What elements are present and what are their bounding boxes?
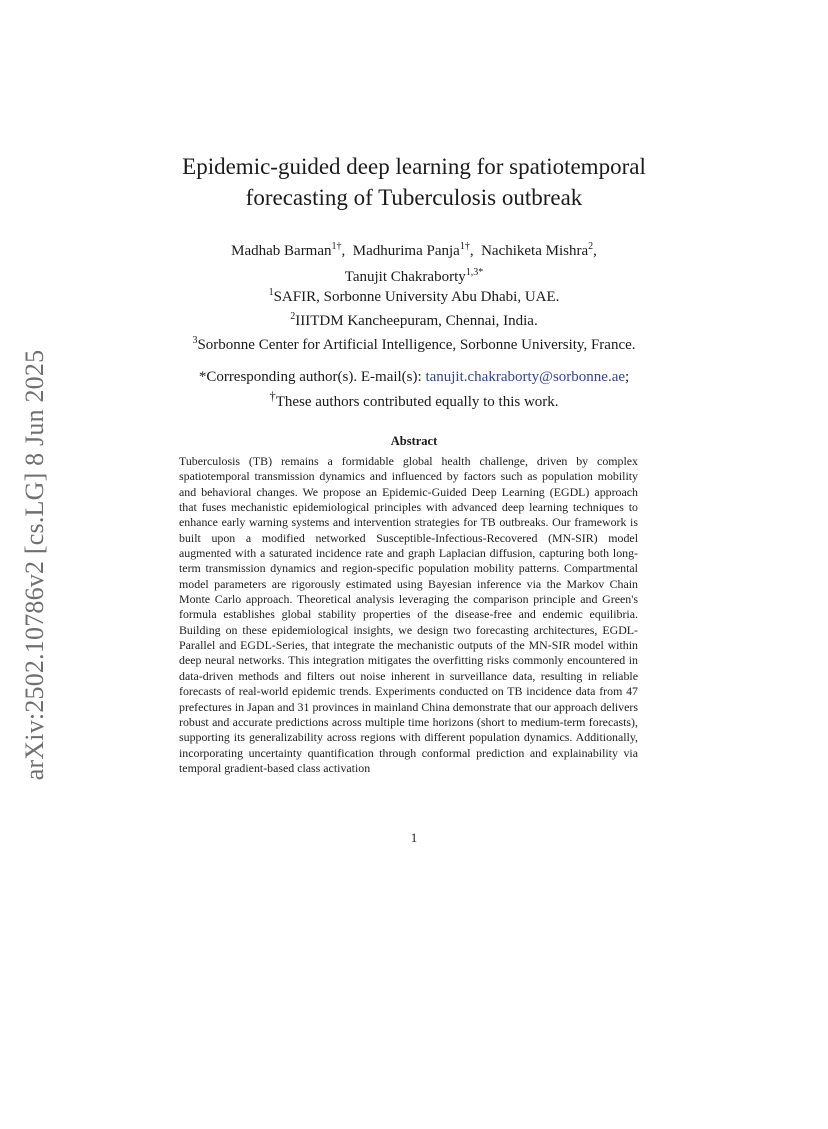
affiliation-item	[0, 307, 828, 331]
affiliation-mark: 2	[290, 311, 296, 322]
correspondence-suffix: ;	[625, 369, 630, 385]
title-line-2: forecasting of Tuberculosis outbreak	[245, 185, 583, 210]
author-affiliation-mark: 1†	[331, 241, 342, 252]
email-link[interactable]: tanujit.chakraborty@sorbonne.ae	[425, 369, 626, 385]
equal-contribution-text: These authors contributed equally to this work.	[275, 394, 559, 410]
title-line-1: Epidemic-guided deep learning for spatiotemporal	[182, 154, 646, 179]
author-name: Tanujit Chakraborty	[344, 269, 466, 285]
correspondence-prefix: *Corresponding author(s). E-mail(s):	[198, 369, 426, 385]
author-name: Nachiketa Mishra	[481, 243, 589, 259]
author-list	[0, 236, 828, 288]
affiliation-text: SAFIR, Sorbonne University Abu Dhabi, UAE.	[273, 289, 560, 305]
page-number: 1	[410, 831, 418, 845]
affiliation-text: IIITDM Kancheepuram, Chennai, India.	[295, 313, 538, 329]
paper-title	[0, 151, 828, 213]
affiliation-list	[0, 283, 828, 355]
affiliation-item	[0, 283, 828, 307]
equal-contribution-mark: †	[269, 389, 276, 403]
correspondence-note	[0, 368, 828, 412]
affiliation-text: Sorbonne Center for Artificial Intelligence, Sorbonne University, France.	[197, 337, 636, 353]
author-affiliation-mark: 1,3*	[465, 267, 484, 278]
author-line-1: Madhab Barman$^{1\dagger}$, Madhurima Panja$^{1\dagger}$, Nachiketa Mishra$^2$,	[231, 241, 597, 259]
author-affiliation-mark: 2	[588, 241, 594, 252]
affiliation-mark: 1	[268, 287, 274, 298]
author-name: Madhurima Panja	[352, 243, 460, 259]
abstract-heading: Abstract	[390, 434, 438, 448]
affiliation-mark: 3	[192, 335, 198, 346]
corresponding-author-line	[0, 368, 828, 387]
author-name: Madhab Barman	[231, 243, 332, 259]
abstract-text: Tuberculosis (TB) remains a formidable global health challenge, driven by complex spatiotemporal transmission dynamics and influenced by factors such as population mobility and behavioral changes. We propose an Epidemic-Guided Deep Learning (EGDL) approach that fuses mechanistic epidemiological principles with advanced deep learning techniques to enhance early warning systems and intervention strategies for TB outbreaks. Our framework is built upon a modified networked Susceptible-Infectious-Recovered (MN-SIR) model augmented with a saturated incidence rate and graph Laplacian diffusion, capturing both long-term transmission dynamics and region-specific population mobility patterns. Compartmental model parameters are rigorously estimated using Bayesian inference via the Markov Chain Monte Carlo approach. Theoretical analysis leveraging the comparison principle and Green's formula establishes global stability properties of the disease-free and endemic equilibria. Building on these epidemiological insights, we design two forecasting architectures, EGDL-Parallel and EGDL-Series, that integrate the mechanistic outputs of the MN-SIR model within deep neural networks. This integration mitigates the overfitting risks commonly encountered in data-driven methods and filters out noise inherent in surveillance data, resulting in reliable forecasts of real-world epidemic trends. Experiments conducted on TB incidence data from 47 prefectures in Japan and 31 provinces in mainland China demonstrate that our approach delivers robust and accurate predictions across multiple time horizons (short to medium-term forecasts), supporting its generalizability across regions with different population dynamics. Additionally, incorporating uncertainty quantification through conformal prediction and explainability via temporal gradient-based class activation	[179, 454, 638, 775]
arxiv-identifier-stamp: arXiv:2502.10786v2 [cs.LG] 8 Jun 2025	[20, 349, 49, 781]
author-affiliation-mark: 1†	[459, 241, 470, 252]
affiliation-item	[0, 331, 828, 355]
equal-contribution-line	[0, 387, 828, 412]
